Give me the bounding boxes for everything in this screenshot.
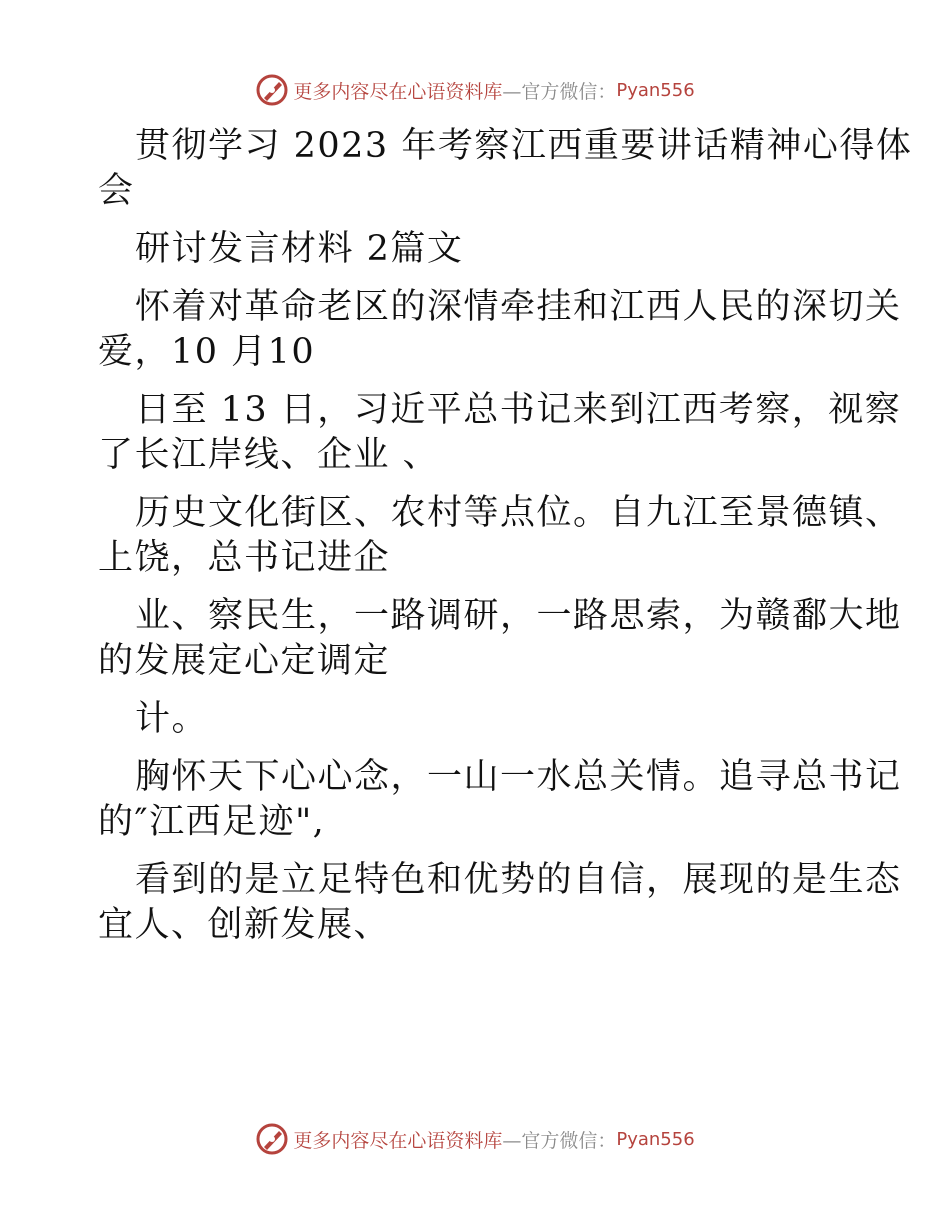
text-line: 业、察民生，一路调研，一路思索，为赣鄱大地 — [135, 596, 902, 636]
pen-circle-icon — [255, 73, 289, 107]
text-line: 爱，10 月10 — [98, 332, 316, 372]
text-line: 上饶，总书记进企 — [98, 538, 391, 578]
watermark-wechat-label: —官方微信： — [502, 1129, 617, 1152]
watermark-wechat-id: Pyan556 — [616, 79, 695, 101]
watermark-site-text: 更多内容尽在心语资料库 — [293, 80, 503, 103]
text-line: 胸怀天下心心念，一山一水总关情。追寻总书记 — [135, 757, 902, 797]
text-line: 看到的是立足特色和优势的自信，展现的是生态 — [135, 860, 902, 900]
watermark-wechat-label: —官方微信： — [502, 80, 617, 103]
text-line: 日至 13 日，习近平总书记来到江西考察，视察 — [135, 390, 902, 430]
document-body — [98, 124, 913, 961]
title-line-1: 贯彻学习 2023 年考察江西重要讲话精神心得体 — [135, 126, 913, 166]
footer-watermark — [0, 1119, 950, 1159]
pen-circle-icon — [255, 1122, 289, 1156]
text-line: 的发展定心定调定 — [98, 641, 391, 681]
text-line: 宜人、创新发展、 — [98, 905, 391, 945]
watermark-site-text: 更多内容尽在心语资料库 — [293, 1129, 503, 1152]
text-line: 的″江西足迹", — [98, 802, 326, 842]
header-watermark — [0, 70, 950, 110]
watermark-wechat-id: Pyan556 — [616, 1128, 695, 1150]
text-line: 了长江岸线、企业 、 — [98, 435, 440, 475]
title-line-2: 会 — [98, 171, 135, 211]
text-line: 历史文化街区、农村等点位。自九江至景德镇、 — [135, 493, 902, 533]
subtitle-line: 研讨发言材料 2篇文 — [135, 229, 464, 269]
text-line: 计。 — [135, 699, 209, 739]
text-line: 怀着对革命老区的深情牵挂和江西人民的深切关 — [135, 287, 902, 327]
